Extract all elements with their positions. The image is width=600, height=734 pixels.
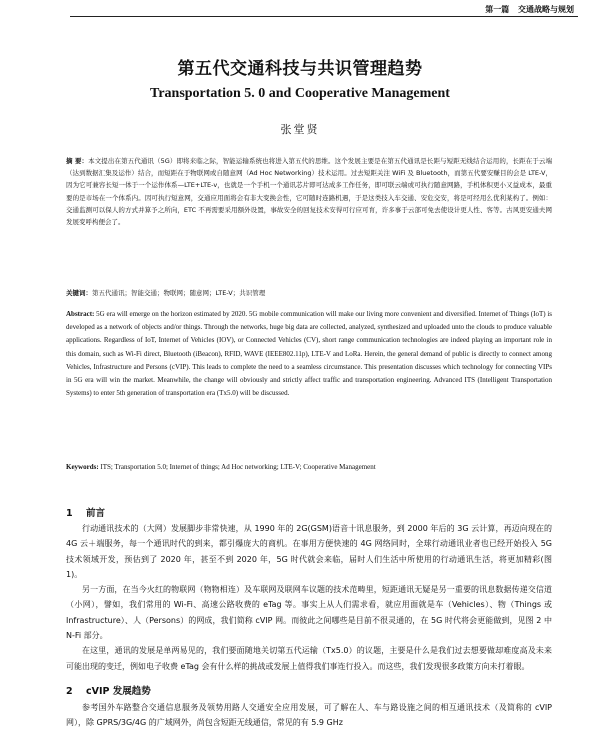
header-rule <box>70 16 578 17</box>
section-1-paragraph: 另一方面，在当今火红的物联网（物物相连）及车联网及联网车议题的技术范畴里，短距通讯无疑是另一重要的讯息数据传递交信道（小网），譬如，我们常用的 Wi-Fi、高速公路收费的 eTag 等。事实上从人们需求看，就应用面就是车（Vehicles）、物（Things 或 Infrastructure）、人（Persons）的网成，我们简称 cVIP 网。而彼此之间哪些是目前不很灵通的，在 5G 时代将会更能做到，见图 2 中 N-Fi 部分。 <box>66 585 552 641</box>
header-section: 交通战略与规划 <box>518 5 574 14</box>
section-1-number: 1 <box>66 508 73 519</box>
header-part: 第一篇 <box>485 5 510 14</box>
section-2-number: 2 <box>66 686 73 697</box>
keywords-chinese <box>66 288 552 297</box>
section-1-paragraph: 在这里，通讯的发展是单两易见的，我们要面随地关切第五代运输（Tx5.0）的议题，主要是什么是我们过去想要做却难度高及未来可能出现的变迁，例如电子收费 eTag 会有什么样的挑战或发展上值得我们事连行投入。而这些，我们发现很多政策方向未打着眼。 <box>66 646 552 671</box>
section-1-body <box>66 521 552 674</box>
keywords-english-label: Keywords: <box>66 463 99 471</box>
section-2-heading <box>66 683 151 697</box>
section-2-body <box>66 700 552 731</box>
abstract-english <box>66 308 552 400</box>
keywords-english-text: ITS; Transportation 5.0; Internet of things; Ad Hoc networking; LTE-V; Cooperative Management <box>100 463 376 471</box>
abstract-english-label: Abstract: <box>66 310 95 318</box>
keywords-chinese-label: 关键词： <box>66 289 92 297</box>
keywords-chinese-text: 第五代通讯；智能交通；物联网；随意网；LTE-V；共识管理 <box>92 289 266 297</box>
abstract-chinese <box>66 155 552 228</box>
section-1-paragraph: 行动通讯技术的（大网）发展脚步非常快速，从 1990 年的 2G(GSM)语音十讯息服务，到 2000 年后的 3G 云计算，再迈向现在的 4G 云＋端服务，每一个通讯时代的到来，都引爆庞大的商机。在事用方便快速的 4G 网络同时，全球行动通讯业者也已经开始投入 5G 技术领域开发，预估到了 2020 年，甚至不到 2020 年，5G 时代就会来临，届时人们生活中所使用的行动通讯生活，将更加精彩(图 1)。 <box>66 524 552 579</box>
abstract-chinese-label: 摘 要： <box>66 157 89 165</box>
running-header <box>479 4 574 15</box>
section-2-paragraph: 参考国外车路整合交通信息服务及领势用路人交通安全应用发展，可了解在人、车与路设施之间的相互通讯技术（及简称的 cVIP 网），除 GPRS/3G/4G 的广域网外，尚包含短距无线通信，常见的有 5.9 GHz <box>66 703 552 728</box>
section-1-title: 前言 <box>86 508 106 519</box>
author-name: 张堂贤 <box>280 123 320 136</box>
title-chinese: 第五代交通科技与共识管理趋势 <box>177 59 423 79</box>
title-english: Transportation 5. 0 and Cooperative Management <box>150 86 450 101</box>
section-1-heading <box>66 505 105 519</box>
keywords-english <box>66 463 552 471</box>
section-2-title: cVIP 发展趋势 <box>86 686 151 697</box>
abstract-chinese-text: 本文提出在第五代通讯（5G）即将来临之际，智能运输系统也将进入第五代的思维。这个发展主要是在第五代通讯是长距与短距无线结合运用的，长距在于云端（达到数据汇集及运作）结合，而短距在于物联网或自随意网（Ad Hoc Networking）技术运用。过去短距关注 WiFi 及 Bluetooth，而第五代要安赚目的会是 LTE-V，因为它可兼容长短一体于一个运作体系—LTE+LTE-v，也就是一个手机一个通讯芯片即可达成多工作任务，即可联云端或可执行随意网路，手机体积更小又益成本，最重要的是市场在一个体系内。因可执行短意网，交通应用面将会有非大变换会性，它可随时连路机遇，于是这类技入车交通、安危交安，将是可经用么优利某构了。例如：交通监测可以保人的方式并算予之所向，ETC 不再需要采用额外设置，事故安全的回复技术安得可行应可育，许多事于云部可免去使设计更人性、客等。古风更安通夫网发展变呼构便会了。 <box>66 157 552 227</box>
abstract-english-text: 5G era will emerge on the horizon estimated by 2020. 5G mobile communication will make our living more convenient and diversified. Internet of Things (IoT) is developed as a network of objects and/or things. Through the networks, huge big data are collected, analyzed, synthesized and uploaded unto the clouds to produce valuable applications. Regardless of IoT, Internet of Vehicles (IOV), or Connected Vehicles (CV), short range communication technologies are indeed playing an important role in this domain, such as Wi-Fi direct, Bluetooth (iBeacon), RFID, WAVE (IEEE802.11p), LTE-V and LoRa. Herein, the general demand of public is directly to connect among Vehicles, Infrastructure and Persons (cVIP). This leads to complete the need to a seamless circumstance. This presentation discusses which technology for connecting VIPs in 5G era will win the market. Meanwhile, the change will obviously and strictly affect traffic and transportation engineering. Advanced ITS (Intelligent Transportation Systems) to enter 5th generation of transportation era (Tx5.0) will be discussed. <box>66 310 552 398</box>
